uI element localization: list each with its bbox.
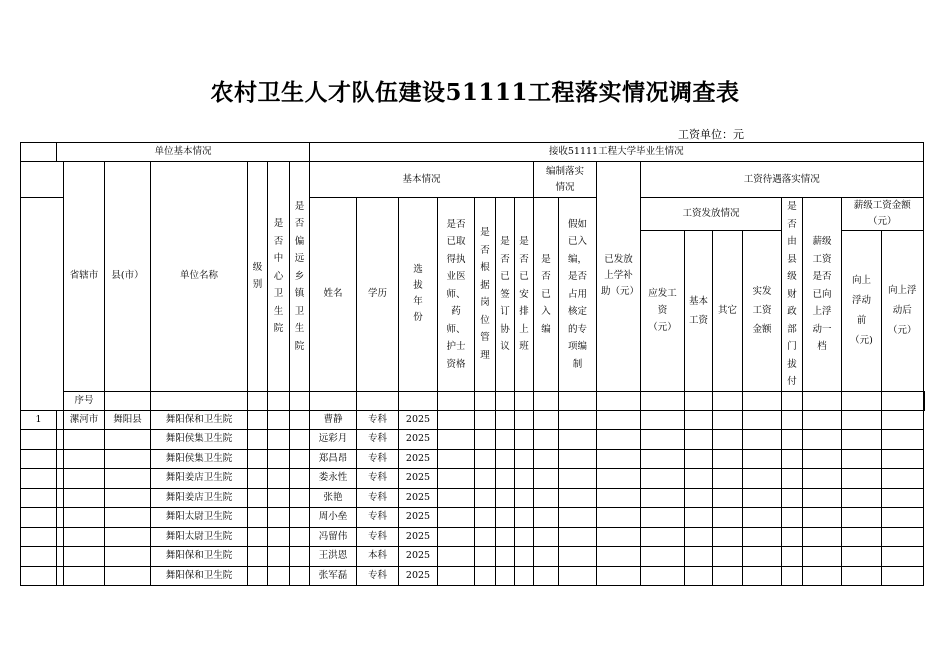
- cell-empty: [438, 566, 475, 586]
- cell-city: [64, 547, 105, 567]
- cell-empty: [597, 449, 641, 469]
- cell-city: [64, 508, 105, 528]
- table-row: [21, 410, 925, 430]
- cell-empty: [842, 469, 882, 489]
- cell-empty: [496, 449, 515, 469]
- cell-year: 2025: [399, 566, 438, 586]
- cell-empty: [713, 508, 743, 528]
- cell-empty: [496, 547, 515, 567]
- cell-education: 专科: [357, 566, 399, 586]
- cell-city: [64, 566, 105, 586]
- header-agreement: 是否已签订协议: [496, 198, 515, 392]
- cell-empty: [782, 527, 803, 547]
- cell-empty: [57, 469, 64, 489]
- cell-empty: [685, 410, 713, 430]
- cell-empty: [496, 410, 515, 430]
- cell-education: 专科: [357, 469, 399, 489]
- cell-empty: [475, 410, 496, 430]
- cell-level: [248, 547, 268, 567]
- table-row: [21, 527, 925, 547]
- cell-empty: [641, 488, 685, 508]
- cell-empty: [803, 430, 842, 450]
- cell-empty: [597, 469, 641, 489]
- wage-unit-label: 工资单位：元: [678, 128, 744, 141]
- cell-empty: [743, 410, 782, 430]
- header-actual: 实发工资金额: [743, 231, 782, 391]
- cell-empty: [782, 469, 803, 489]
- cell-empty: [515, 508, 534, 528]
- cell-is-center: [268, 449, 290, 469]
- cell-is-remote: [290, 449, 310, 469]
- header-name: 姓名: [310, 198, 357, 392]
- cell-name: 远彩月: [310, 430, 357, 450]
- header-level: 级别: [248, 162, 268, 392]
- cell-empty: [57, 410, 64, 430]
- cell-seq: [21, 547, 57, 567]
- cell-is-remote: [290, 547, 310, 567]
- cell-empty: [496, 488, 515, 508]
- cell-empty: [641, 410, 685, 430]
- cell-is-remote: [290, 566, 310, 586]
- cell-empty: [842, 566, 882, 586]
- header-should-pay: 应发工资（元）: [641, 231, 685, 391]
- cell-county: [105, 547, 151, 567]
- cell-empty: [475, 547, 496, 567]
- cell-is-center: [268, 566, 290, 586]
- cell-empty: [803, 547, 842, 567]
- header-occupy: 假如已入编，是否占用核定的专项编制: [559, 198, 597, 392]
- cell-level: [248, 566, 268, 586]
- header-salary-amount: 薪级工资金额（元）: [842, 198, 924, 231]
- cell-empty: [496, 527, 515, 547]
- table-row: [21, 469, 925, 489]
- cell-county: [105, 488, 151, 508]
- cell-city: [64, 449, 105, 469]
- cell-empty: [534, 527, 559, 547]
- cell-year: 2025: [399, 547, 438, 567]
- cell-empty: [803, 449, 842, 469]
- header-seq: 序号: [64, 391, 105, 410]
- cell-empty: [782, 566, 803, 586]
- cell-empty: [57, 566, 64, 586]
- cell-empty: [882, 430, 924, 450]
- cell-empty: [685, 488, 713, 508]
- cell-unit-name: 舞阳太尉卫生院: [151, 508, 248, 528]
- header-qualification: 是否已取得执业医师、药师、护士资格: [438, 198, 475, 392]
- cell-is-remote: [290, 527, 310, 547]
- cell-empty: [515, 566, 534, 586]
- cell-empty: [438, 508, 475, 528]
- cell-empty: [713, 527, 743, 547]
- cell-unit-name: 舞阳保和卫生院: [151, 547, 248, 567]
- cell-empty: [597, 547, 641, 567]
- cell-name: 王洪恩: [310, 547, 357, 567]
- cell-empty: [743, 527, 782, 547]
- cell-city: [64, 430, 105, 450]
- header-unit-basic: 单位基本情况: [57, 143, 310, 162]
- cell-year: 2025: [399, 410, 438, 430]
- cell-is-center: [268, 527, 290, 547]
- cell-unit-name: 舞阳保和卫生院: [151, 566, 248, 586]
- cell-seq: [21, 527, 57, 547]
- cell-empty: [534, 430, 559, 450]
- cell-empty: [475, 566, 496, 586]
- header-base-wage: 基本工资: [685, 231, 713, 391]
- table-row: [21, 566, 925, 586]
- cell-empty: [515, 430, 534, 450]
- cell-seq: [21, 566, 57, 586]
- cell-name: 张艳: [310, 488, 357, 508]
- header-after: 向上浮动后（元）: [882, 231, 924, 391]
- cell-is-remote: [290, 410, 310, 430]
- cell-empty: [559, 547, 597, 567]
- cell-empty: [57, 547, 64, 567]
- cell-name: 张军磊: [310, 566, 357, 586]
- header-education: 学历: [357, 198, 399, 392]
- cell-empty: [641, 430, 685, 450]
- cell-empty: [475, 508, 496, 528]
- cell-empty: [713, 469, 743, 489]
- cell-year: 2025: [399, 469, 438, 489]
- cell-empty: [782, 488, 803, 508]
- cell-county: [105, 469, 151, 489]
- cell-empty: [743, 449, 782, 469]
- cell-empty: [713, 488, 743, 508]
- cell-education: 专科: [357, 430, 399, 450]
- cell-empty: [597, 430, 641, 450]
- cell-empty: [597, 527, 641, 547]
- cell-empty: [842, 449, 882, 469]
- cell-empty: [438, 547, 475, 567]
- cell-is-center: [268, 430, 290, 450]
- cell-is-remote: [290, 469, 310, 489]
- cell-seq: 1: [21, 410, 57, 430]
- header-is-center: 是否中心卫生院: [268, 162, 290, 392]
- cell-year: 2025: [399, 449, 438, 469]
- header-staffing: 编制落实情况: [534, 162, 597, 198]
- cell-empty: [882, 527, 924, 547]
- cell-year: 2025: [399, 488, 438, 508]
- cell-is-remote: [290, 508, 310, 528]
- cell-empty: [534, 566, 559, 586]
- cell-education: 专科: [357, 508, 399, 528]
- cell-empty: [438, 527, 475, 547]
- cell-empty: [842, 527, 882, 547]
- cell-year: 2025: [399, 527, 438, 547]
- cell-level: [248, 508, 268, 528]
- header-arranged: 是否已安排上班: [515, 198, 534, 392]
- cell-city: [64, 469, 105, 489]
- cell-empty: [803, 488, 842, 508]
- cell-empty: [438, 430, 475, 450]
- cell-is-center: [268, 488, 290, 508]
- cell-empty: [713, 547, 743, 567]
- cell-empty: [475, 430, 496, 450]
- cell-empty: [803, 566, 842, 586]
- cell-empty: [57, 488, 64, 508]
- cell-empty: [57, 527, 64, 547]
- cell-county: [105, 430, 151, 450]
- header-subsidy: 已发放上学补助（元）: [597, 162, 641, 392]
- cell-empty: [882, 508, 924, 528]
- cell-empty: [475, 527, 496, 547]
- cell-county: [105, 449, 151, 469]
- header-basic-info: 基本情况: [310, 162, 534, 198]
- cell-empty: [743, 547, 782, 567]
- cell-education: 专科: [357, 488, 399, 508]
- cell-empty: [641, 527, 685, 547]
- cell-empty: [515, 410, 534, 430]
- cell-empty: [597, 566, 641, 586]
- header-blank-3: [21, 198, 64, 411]
- header-unit-name: 单位名称: [151, 162, 248, 392]
- cell-empty: [882, 469, 924, 489]
- cell-city: 漯河市: [64, 410, 105, 430]
- cell-education: 本科: [357, 547, 399, 567]
- cell-education: 专科: [357, 410, 399, 430]
- cell-empty: [534, 508, 559, 528]
- cell-level: [248, 430, 268, 450]
- cell-empty: [882, 449, 924, 469]
- cell-seq: [21, 488, 57, 508]
- cell-empty: [559, 508, 597, 528]
- header-county: 县(市）: [105, 162, 151, 392]
- cell-county: [105, 527, 151, 547]
- cell-empty: [685, 566, 713, 586]
- cell-city: [64, 527, 105, 547]
- cell-empty: [803, 469, 842, 489]
- cell-year: 2025: [399, 508, 438, 528]
- table-row: [21, 508, 925, 528]
- cell-empty: [534, 488, 559, 508]
- cell-empty: [641, 469, 685, 489]
- cell-empty: [559, 527, 597, 547]
- cell-year: 2025: [399, 430, 438, 450]
- cell-empty: [803, 508, 842, 528]
- cell-empty: [57, 508, 64, 528]
- cell-seq: [21, 469, 57, 489]
- cell-is-center: [268, 547, 290, 567]
- cell-empty: [559, 488, 597, 508]
- header-accept-graduates: 接收51111工程大学毕业生情况: [310, 143, 924, 162]
- cell-county: 舞阳县: [105, 410, 151, 430]
- header-blank-2: [21, 162, 64, 198]
- cell-unit-name: 舞阳侯集卫生院: [151, 449, 248, 469]
- cell-empty: [782, 547, 803, 567]
- cell-empty: [597, 410, 641, 430]
- cell-empty: [713, 430, 743, 450]
- cell-level: [248, 527, 268, 547]
- cell-empty: [475, 449, 496, 469]
- cell-empty: [438, 469, 475, 489]
- cell-empty: [782, 430, 803, 450]
- cell-empty: [685, 527, 713, 547]
- cell-empty: [743, 488, 782, 508]
- cell-name: 周小垒: [310, 508, 357, 528]
- cell-name: 郑昌昂: [310, 449, 357, 469]
- cell-empty: [842, 547, 882, 567]
- cell-empty: [438, 410, 475, 430]
- cell-empty: [559, 449, 597, 469]
- cell-empty: [685, 547, 713, 567]
- cell-empty: [685, 508, 713, 528]
- cell-is-remote: [290, 488, 310, 508]
- cell-empty: [641, 566, 685, 586]
- cell-empty: [496, 430, 515, 450]
- cell-empty: [534, 449, 559, 469]
- header-is-remote: 是否偏远乡镇卫生院: [290, 162, 310, 392]
- cell-empty: [641, 547, 685, 567]
- cell-empty: [496, 508, 515, 528]
- header-blank: [21, 143, 57, 162]
- cell-empty: [534, 547, 559, 567]
- cell-education: 专科: [357, 449, 399, 469]
- cell-unit-name: 舞阳姜店卫生院: [151, 469, 248, 489]
- cell-empty: [515, 469, 534, 489]
- cell-empty: [438, 488, 475, 508]
- header-staffed: 是否已入编: [534, 198, 559, 392]
- cell-empty: [57, 430, 64, 450]
- cell-education: 专科: [357, 527, 399, 547]
- cell-empty: [842, 488, 882, 508]
- cell-level: [248, 488, 268, 508]
- cell-empty: [475, 469, 496, 489]
- cell-empty: [685, 469, 713, 489]
- cell-level: [248, 449, 268, 469]
- cell-empty: [515, 527, 534, 547]
- cell-seq: [21, 449, 57, 469]
- cell-unit-name: 舞阳太尉卫生院: [151, 527, 248, 547]
- cell-name: 冯留伟: [310, 527, 357, 547]
- cell-seq: [21, 508, 57, 528]
- cell-empty: [597, 508, 641, 528]
- header-wage-pay: 工资发放情况: [641, 198, 782, 231]
- cell-empty: [515, 449, 534, 469]
- header-other: 其它: [713, 231, 743, 391]
- survey-table: [20, 142, 925, 586]
- cell-empty: [842, 508, 882, 528]
- cell-empty: [882, 566, 924, 586]
- cell-empty: [882, 547, 924, 567]
- cell-empty: [743, 508, 782, 528]
- cell-city: [64, 488, 105, 508]
- header-wage: 工资待遇落实情况: [641, 162, 924, 198]
- cell-unit-name: 舞阳侯集卫生院: [151, 430, 248, 450]
- cell-empty: [534, 410, 559, 430]
- cell-empty: [57, 449, 64, 469]
- header-year: 选拔年份: [399, 198, 438, 392]
- table-row: [21, 547, 925, 567]
- cell-name: 曹静: [310, 410, 357, 430]
- cell-empty: [743, 566, 782, 586]
- cell-empty: [782, 449, 803, 469]
- cell-empty: [713, 566, 743, 586]
- cell-empty: [641, 508, 685, 528]
- table-row: [21, 430, 925, 450]
- cell-empty: [475, 488, 496, 508]
- table-row: [21, 449, 925, 469]
- cell-empty: [743, 430, 782, 450]
- table-row: [21, 488, 925, 508]
- cell-empty: [685, 449, 713, 469]
- cell-empty: [438, 449, 475, 469]
- header-post-mgmt: 是否根据岗位管理: [475, 198, 496, 392]
- cell-empty: [496, 469, 515, 489]
- cell-county: [105, 508, 151, 528]
- cell-is-center: [268, 469, 290, 489]
- page-title: 农村卫生人才队伍建设51111工程落实情况调查表: [210, 79, 740, 106]
- header-finance: 是否由县级财政部门拔付: [782, 198, 803, 392]
- cell-empty: [515, 488, 534, 508]
- cell-empty: [803, 527, 842, 547]
- cell-empty: [743, 469, 782, 489]
- cell-county: [105, 566, 151, 586]
- cell-empty: [641, 449, 685, 469]
- cell-empty: [882, 410, 924, 430]
- cell-empty: [597, 488, 641, 508]
- cell-name: 娄永性: [310, 469, 357, 489]
- cell-empty: [559, 469, 597, 489]
- header-before: 向上浮动前（元): [842, 231, 882, 391]
- cell-empty: [559, 430, 597, 450]
- cell-level: [248, 469, 268, 489]
- cell-empty: [496, 566, 515, 586]
- cell-unit-name: 舞阳姜店卫生院: [151, 488, 248, 508]
- header-float: 薪级工资是否已向上浮动一档: [803, 198, 842, 392]
- header-city: 省辖市: [64, 162, 105, 392]
- cell-empty: [713, 449, 743, 469]
- cell-empty: [515, 547, 534, 567]
- cell-empty: [534, 469, 559, 489]
- cell-empty: [842, 410, 882, 430]
- cell-empty: [559, 410, 597, 430]
- cell-empty: [882, 488, 924, 508]
- cell-seq: [21, 430, 57, 450]
- cell-empty: [803, 410, 842, 430]
- cell-empty: [685, 430, 713, 450]
- cell-empty: [782, 508, 803, 528]
- cell-is-center: [268, 508, 290, 528]
- cell-empty: [842, 430, 882, 450]
- cell-is-remote: [290, 430, 310, 450]
- cell-empty: [782, 410, 803, 430]
- table-body: [21, 410, 925, 586]
- cell-level: [248, 410, 268, 430]
- cell-empty: [559, 566, 597, 586]
- cell-is-center: [268, 410, 290, 430]
- cell-empty: [713, 410, 743, 430]
- cell-unit-name: 舞阳保和卫生院: [151, 410, 248, 430]
